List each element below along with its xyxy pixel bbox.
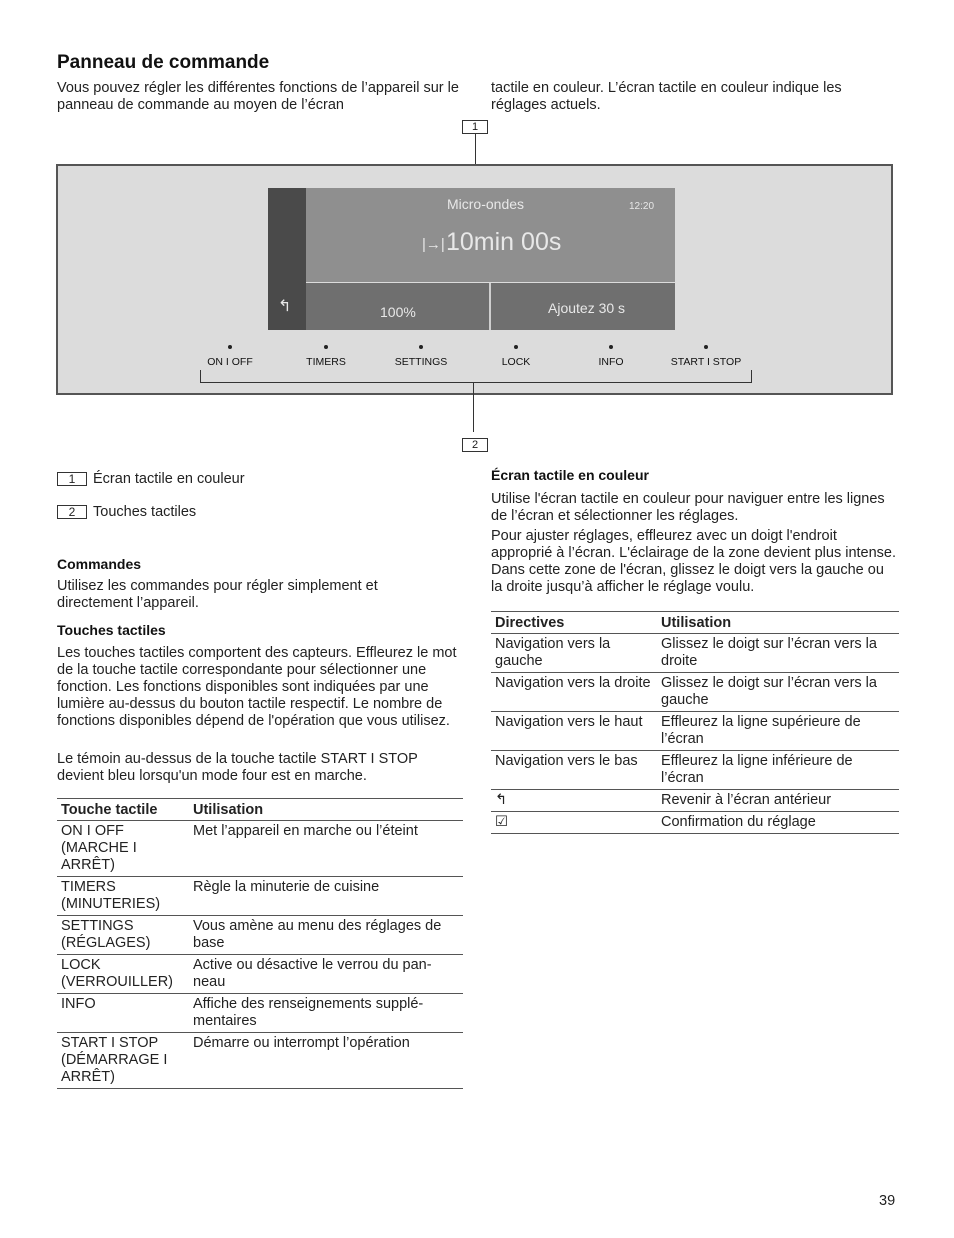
table-row	[491, 790, 899, 812]
key-on-off[interactable]: ON I OFF	[207, 356, 253, 368]
table-row	[57, 821, 463, 877]
table-cell: Glissez le doigt sur l’écran vers la droite	[657, 634, 899, 673]
back-arrow-icon: ↰	[491, 790, 657, 812]
table-cell: Effleurez la ligne supérieure de l’écran	[657, 712, 899, 751]
table-row	[491, 812, 899, 834]
table-cell: Glissez le doigt sur l’écran vers la gauche	[657, 673, 899, 712]
ecran-paragraph-2: Pour ajuster réglages, effleurez avec un doigt l'endroit approprié à l’écran. L'éclairage de la zone devient plus intense. Dans cette zone de l'écran, glissez le doigt vers la gauche ou la droite jusqu’à afficher le réglage voulu.	[491, 528, 897, 595]
table-cell: Règle la minuterie de cuisine	[189, 877, 463, 916]
commandes-text: Utilisez les commandes pour régler simplement et directement l’appareil.	[57, 578, 378, 611]
commandes-heading: Commandes	[57, 556, 142, 572]
table-row	[57, 955, 463, 994]
key-start-stop[interactable]: START I STOP	[670, 356, 742, 368]
screen-divider	[489, 283, 491, 330]
table-row	[491, 751, 899, 790]
column-header: Utilisation	[189, 799, 463, 821]
indicator-light	[514, 345, 518, 349]
indicator-light	[609, 345, 613, 349]
indicator-light	[419, 345, 423, 349]
legend-number: 2	[57, 505, 87, 519]
back-arrow-icon: ↰	[278, 298, 292, 315]
table-cell: Affiche des renseignements supplé-mentaires	[189, 994, 463, 1033]
column-header: Touche tactile	[57, 799, 189, 821]
key-timers[interactable]: TIMERS	[306, 356, 346, 368]
keys-bracket-left	[200, 370, 201, 382]
screen-power[interactable]: 100%	[380, 304, 416, 320]
table-cell: Vous amène au menu des réglages de base	[189, 916, 463, 955]
table-row	[57, 877, 463, 916]
screen-timer-value: 10min 00s	[446, 228, 562, 256]
touches-heading: Touches tactiles	[57, 622, 166, 638]
table-cell: Met l’appareil en marche ou l’éteint	[189, 821, 463, 877]
table-cell: SETTINGS (RÉGLAGES)	[57, 916, 189, 955]
legend-label: Touches tactiles	[93, 504, 197, 520]
page-title: Panneau de commande	[57, 52, 270, 73]
legend-item	[57, 471, 245, 488]
callout-1: 1	[462, 120, 488, 134]
touches-paragraph-1: Les touches tactiles comportent des capteurs. Effleurez le mot de la touche tactile correspondante pour sélectionner une fonction. Les fonctions disponibles sont indiquées par une lumière au-dessus du bouton tactile respectif. Le nombre de fonctions disponibles dépend de l'opération que vous utilisez.	[57, 645, 457, 729]
table-cell: Navigation vers le haut	[491, 712, 657, 751]
table-row	[491, 712, 899, 751]
table-header-row	[57, 799, 463, 821]
ecran-heading: Écran tactile en couleur	[491, 467, 649, 483]
keys-bracket	[200, 382, 752, 383]
intro-right: tactile en couleur. L’écran tactile en couleur indique les réglages actuels.	[491, 80, 842, 113]
legend-item	[57, 504, 196, 521]
table-cell: LOCK (VERROUILLER)	[57, 955, 189, 994]
table-cell: ON I OFF (MARCHE I ARRÊT)	[57, 821, 189, 877]
back-button[interactable]	[268, 283, 306, 330]
key-settings[interactable]: SETTINGS	[394, 356, 448, 368]
screen-mode-label: Micro-ondes	[447, 196, 525, 212]
table-row	[491, 634, 899, 673]
column-header: Directives	[491, 612, 657, 634]
table-cell: Active ou désactive le verrou du pan-neau	[189, 955, 463, 994]
table-cell: Navigation vers le bas	[491, 751, 657, 790]
screen-clock: 12:20	[629, 201, 655, 212]
callout-2-line	[473, 382, 474, 432]
key-info[interactable]: INFO	[598, 356, 624, 368]
table-row	[57, 1033, 463, 1089]
table-cell: START I STOP (DÉMARRAGE I ARRÊT)	[57, 1033, 189, 1089]
table-cell: TIMERS (MINUTERIES)	[57, 877, 189, 916]
table-cell: Revenir à l’écran antérieur	[657, 790, 899, 812]
legend-label: Écran tactile en couleur	[93, 471, 245, 487]
table-header-row	[491, 612, 899, 634]
intro-left: Vous pouvez régler les différentes fonctions de l’appareil sur le panneau de commande au moyen de l’écran	[57, 80, 459, 113]
table-row	[57, 994, 463, 1033]
touches-paragraph-2: Le témoin au-dessus de la touche tactile START I STOP devient bleu lorsqu'un mode four est en marche.	[57, 751, 418, 784]
indicator-light	[704, 345, 708, 349]
screen-top-area[interactable]	[306, 188, 675, 282]
table-cell: Confirmation du réglage	[657, 812, 899, 834]
table-cell: Effleurez la ligne inférieure de l’écran	[657, 751, 899, 790]
callout-2: 2	[462, 438, 488, 452]
table-cell: Navigation vers la droite	[491, 673, 657, 712]
keys-bracket-right	[751, 370, 752, 382]
legend-number: 1	[57, 472, 87, 486]
touch-keys-table	[57, 798, 463, 1089]
table-cell: Démarre ou interrompt l’opération	[189, 1033, 463, 1089]
ecran-paragraph-1: Utilise l'écran tactile en couleur pour naviguer entre les lignes de l’écran et sélectionner les réglages.	[491, 491, 885, 524]
key-lock[interactable]: LOCK	[501, 356, 531, 368]
timer-icon: |→|	[422, 236, 445, 253]
indicator-light	[324, 345, 328, 349]
add-30s-button[interactable]: Ajoutez 30 s	[548, 300, 626, 316]
page-number: 39	[879, 1193, 896, 1209]
column-header: Utilisation	[657, 612, 899, 634]
table-cell: Navigation vers la gauche	[491, 634, 657, 673]
navigation-table	[491, 611, 899, 834]
checkmark-box-icon: ☑	[491, 812, 657, 834]
indicator-light	[228, 345, 232, 349]
table-cell: INFO	[57, 994, 189, 1033]
table-row	[491, 673, 899, 712]
table-row	[57, 916, 463, 955]
